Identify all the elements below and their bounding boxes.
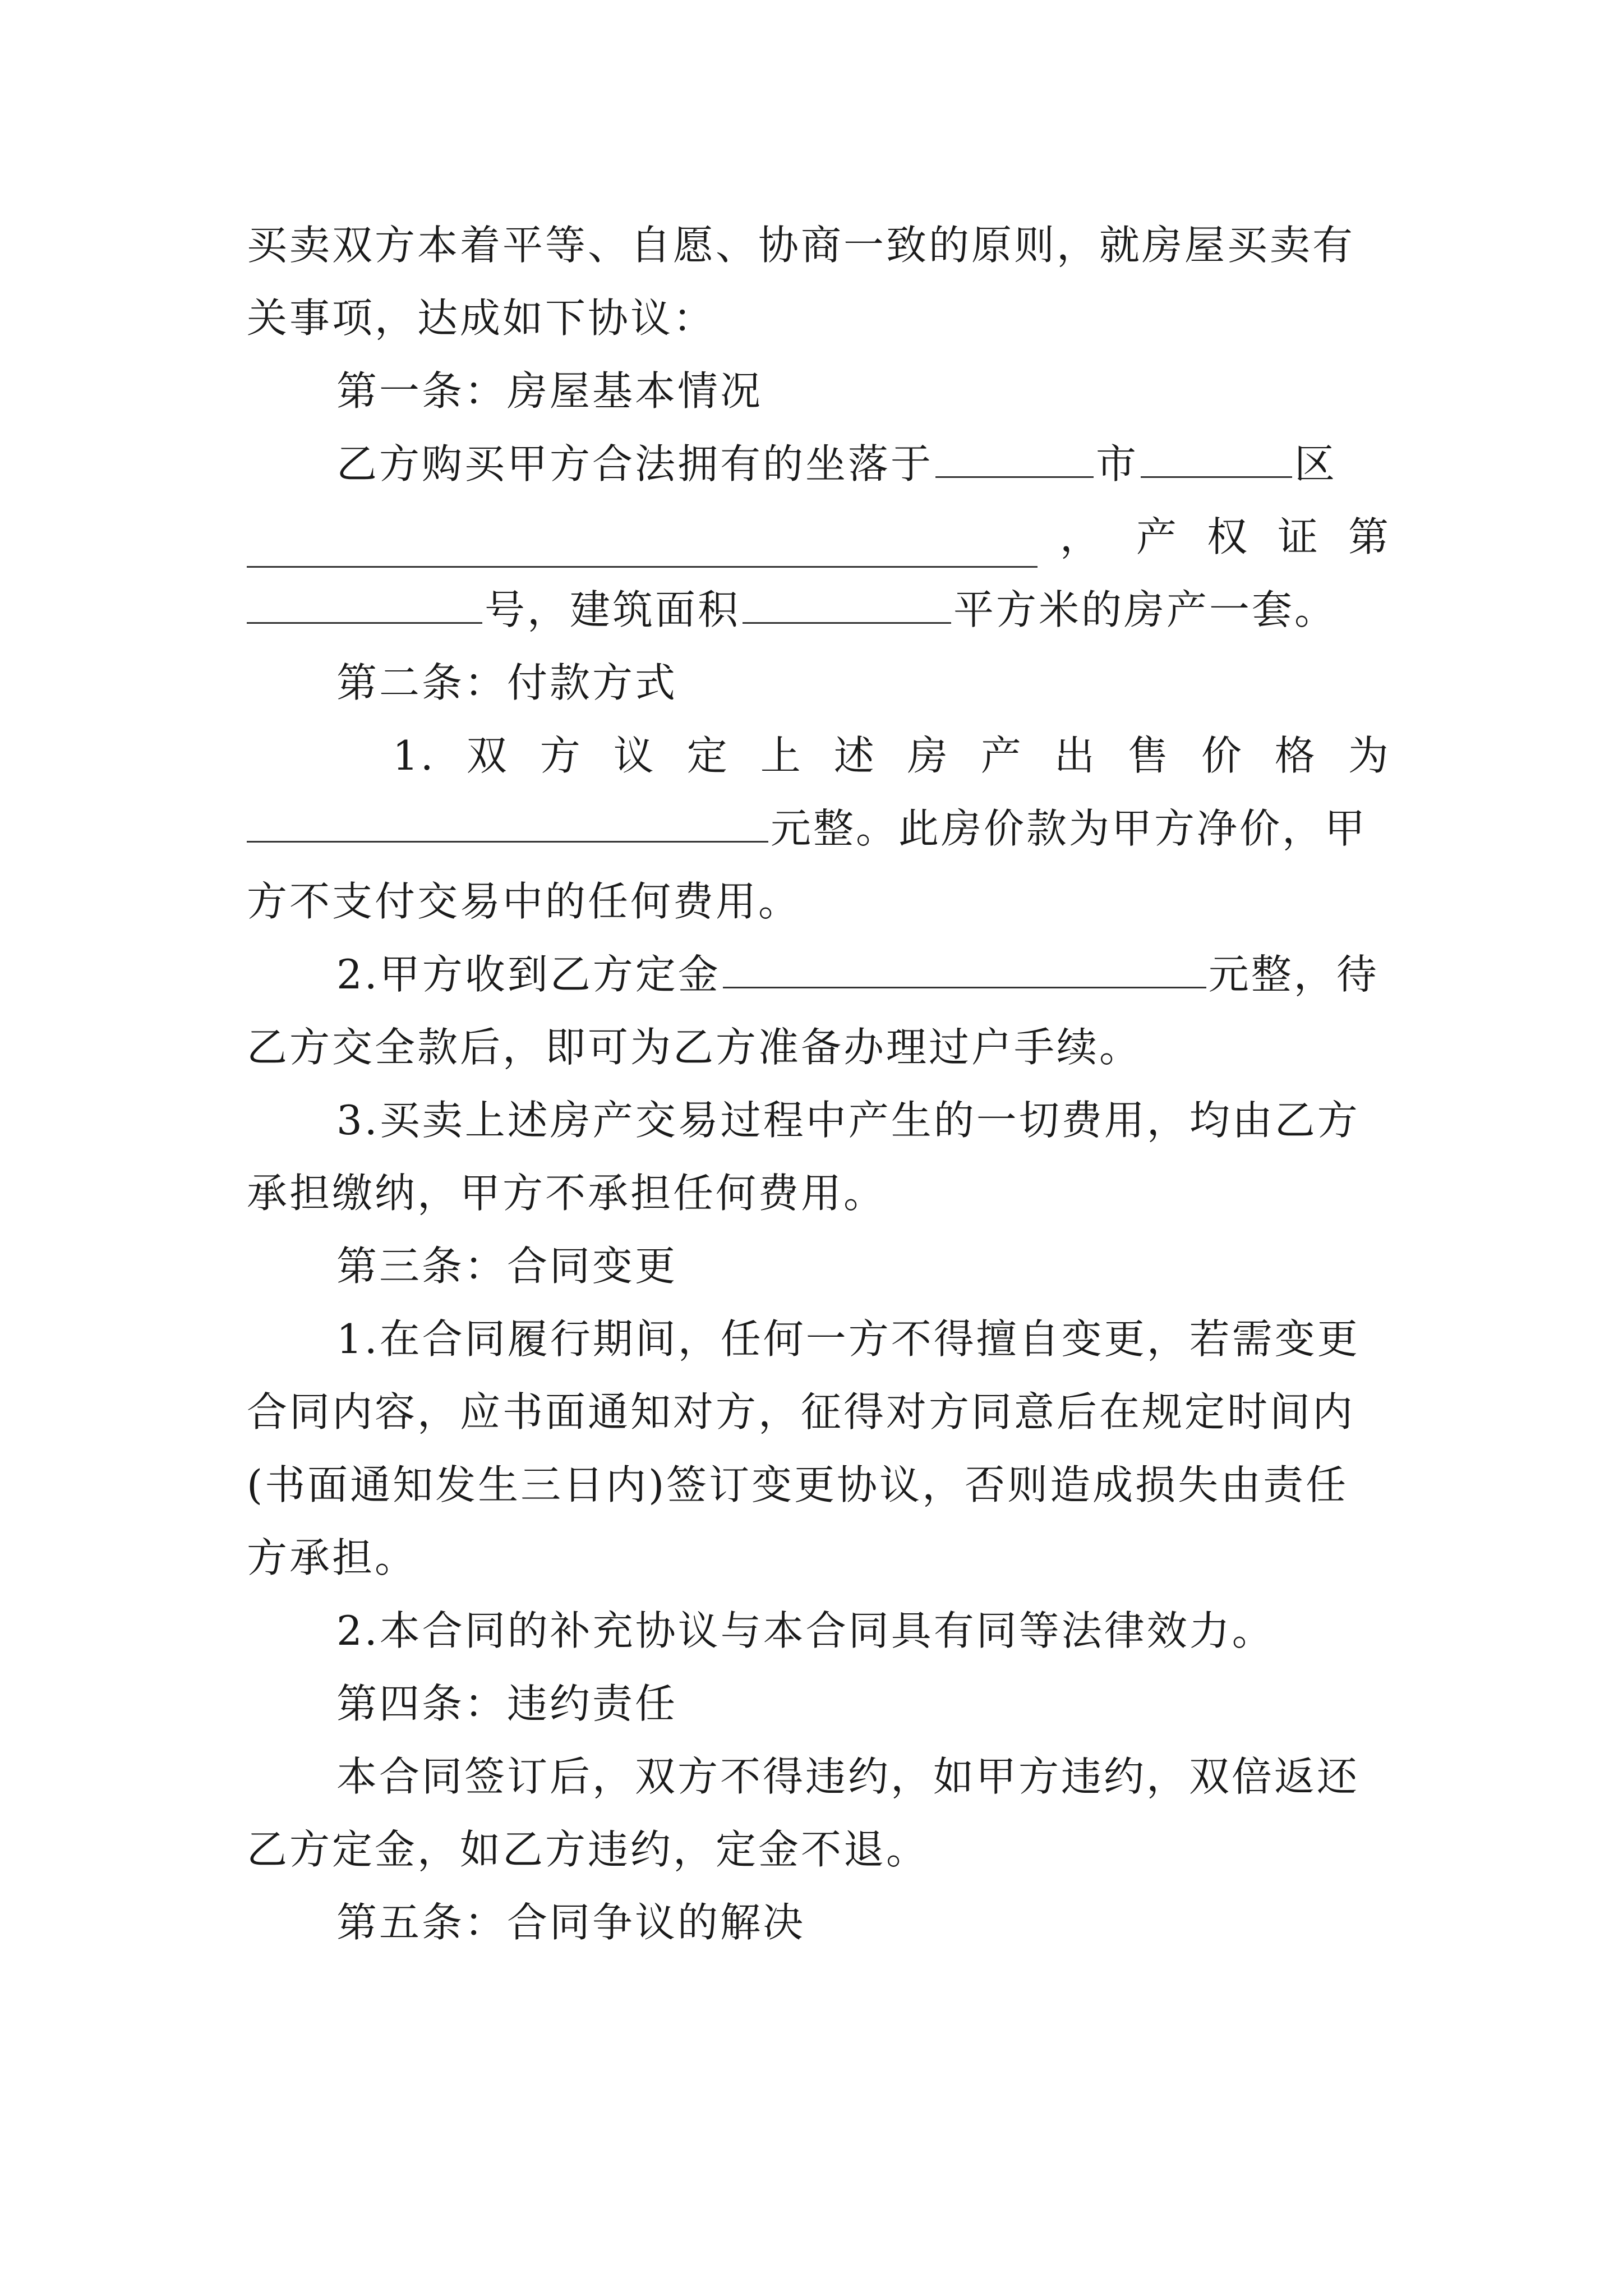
paragraph-line bbox=[247, 1527, 1391, 1589]
paragraph-line bbox=[336, 1600, 1391, 1662]
text: (书面通知发生三日内)签订变更协议，否则造成损失由责任 bbox=[247, 1461, 1349, 1508]
heading-text: 第四条：违约责任 bbox=[336, 1680, 678, 1727]
text: 价 bbox=[1201, 732, 1244, 779]
paragraph-line bbox=[336, 1308, 1391, 1370]
text: 2.本合同的补充协议与本合同具有同等法律效力。 bbox=[336, 1607, 1275, 1654]
text: 证 bbox=[1277, 513, 1320, 560]
text: 双 bbox=[466, 732, 509, 779]
text: 乙方购买甲方合法拥有的坐落于 bbox=[336, 440, 934, 487]
text: 买卖双方本着平等、自愿、协商一致的原则，就房屋买卖有 bbox=[247, 222, 1355, 269]
text: 为 bbox=[1348, 732, 1391, 779]
paragraph-line bbox=[336, 1746, 1391, 1807]
blank-field-address bbox=[247, 524, 1038, 568]
text: 承担缴纳，甲方不承担任何费用。 bbox=[247, 1170, 887, 1217]
article-3-heading bbox=[336, 1235, 1391, 1297]
article-2-heading bbox=[336, 652, 1391, 714]
article-5-heading bbox=[336, 1892, 1391, 1953]
text: 格 bbox=[1274, 732, 1317, 779]
article-4-heading bbox=[336, 1673, 1391, 1734]
text: 定 bbox=[686, 732, 730, 779]
paragraph-line bbox=[247, 287, 1391, 349]
blank-field-district bbox=[1141, 435, 1292, 478]
text: 号，建筑面积 bbox=[485, 586, 741, 633]
paragraph-line bbox=[247, 506, 1391, 568]
paragraph-line bbox=[247, 1381, 1391, 1443]
paragraph-line bbox=[247, 1819, 1391, 1880]
blank-field-city bbox=[935, 435, 1094, 478]
text: 元整，待 bbox=[1208, 951, 1379, 998]
paragraph-line bbox=[247, 1016, 1391, 1078]
text: 市 bbox=[1096, 440, 1139, 487]
paragraph-line bbox=[336, 1089, 1391, 1151]
paragraph-line bbox=[336, 433, 1391, 495]
text: 元整。此房价款为甲方净价，甲 bbox=[771, 805, 1368, 852]
text: 产 bbox=[980, 732, 1023, 779]
paragraph-line bbox=[247, 798, 1391, 859]
text: 出 bbox=[1054, 732, 1097, 779]
text: 第 bbox=[1348, 513, 1391, 560]
text: 方不支付交易中的任何费用。 bbox=[247, 878, 801, 925]
text: 议 bbox=[613, 732, 656, 779]
text: 产 bbox=[1136, 513, 1179, 560]
paragraph-line bbox=[247, 871, 1391, 932]
text: 1. bbox=[393, 732, 436, 779]
text: 区 bbox=[1294, 440, 1338, 487]
text: 1.在合同履行期间，任何一方不得擅自变更，若需变更 bbox=[336, 1315, 1360, 1363]
blank-field-area bbox=[743, 581, 951, 624]
paragraph-line bbox=[247, 214, 1391, 276]
blank-field-deposit bbox=[723, 945, 1206, 988]
text: 本合同签订后，双方不得违约，如甲方违约，双倍返还 bbox=[336, 1753, 1360, 1800]
text: 售 bbox=[1127, 732, 1170, 779]
text: 方 bbox=[540, 732, 583, 779]
text: 3.买卖上述房产交易过程中产生的一切费用，均由乙方 bbox=[336, 1097, 1360, 1144]
text: 权 bbox=[1206, 513, 1249, 560]
paragraph-line bbox=[247, 579, 1391, 641]
heading-text: 第五条：合同争议的解决 bbox=[336, 1899, 806, 1946]
text: 关事项，达成如下协议： bbox=[247, 295, 716, 342]
text: 房 bbox=[907, 732, 950, 779]
paragraph-line bbox=[247, 1162, 1391, 1224]
blank-field-price bbox=[247, 799, 768, 843]
blank-field-cert-number bbox=[247, 581, 482, 624]
text: 述 bbox=[833, 732, 877, 779]
text: 方承担。 bbox=[247, 1534, 418, 1581]
text: 2.甲方收到乙方定金 bbox=[336, 951, 721, 998]
article-1-heading bbox=[336, 360, 1391, 422]
text: 平方米的房产一套。 bbox=[953, 586, 1338, 633]
text: 上 bbox=[760, 732, 803, 779]
text: ， bbox=[1059, 513, 1103, 560]
heading-text: 第三条：合同变更 bbox=[336, 1243, 678, 1290]
paragraph-line bbox=[247, 1454, 1391, 1516]
heading-text: 第二条：付款方式 bbox=[336, 659, 678, 706]
heading-text: 第一条：房屋基本情况 bbox=[336, 367, 763, 415]
paragraph-line bbox=[393, 725, 1391, 786]
text: 乙方交全款后，即可为乙方准备办理过户手续。 bbox=[247, 1024, 1142, 1071]
text: 乙方定金，如乙方违约，定金不退。 bbox=[247, 1826, 929, 1873]
paragraph-line bbox=[336, 944, 1391, 1005]
text: 合同内容，应书面通知对方，征得对方同意后在规定时间内 bbox=[247, 1388, 1355, 1435]
